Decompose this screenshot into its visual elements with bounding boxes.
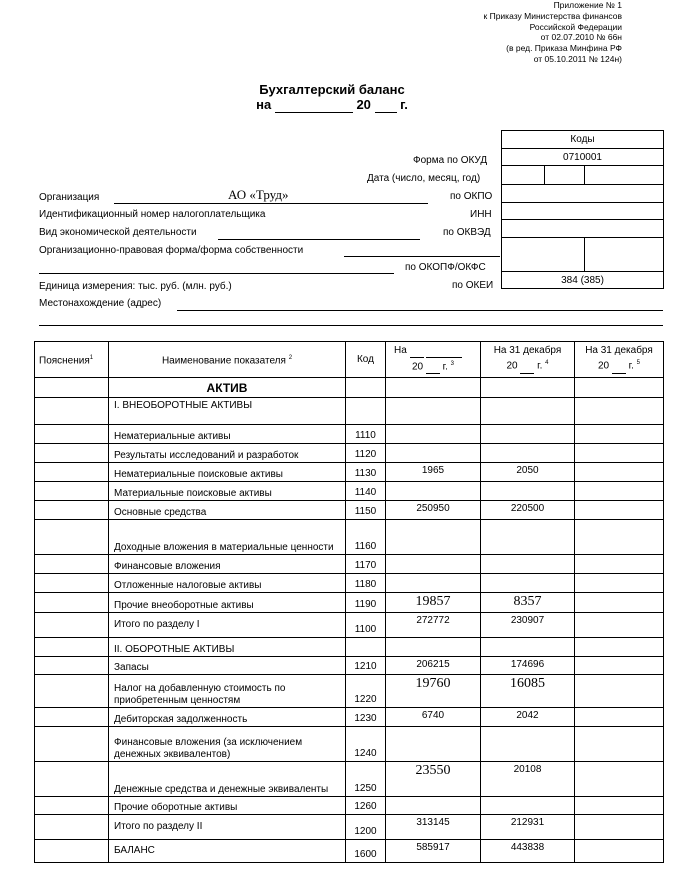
okei-code: 384 (385) <box>502 272 664 289</box>
value-cell-1[interactable]: 23550 <box>386 762 481 797</box>
table-row <box>35 675 664 708</box>
notes-cell[interactable] <box>35 444 109 463</box>
notes-cell[interactable] <box>35 520 109 555</box>
org-name-value: АО «Труд» <box>228 187 289 202</box>
table-row <box>35 482 664 501</box>
value-cell-3[interactable] <box>575 501 664 520</box>
okud-code: 0710001 <box>502 149 664 166</box>
row-code: 1190 <box>346 593 386 613</box>
value-cell-3[interactable] <box>575 840 664 863</box>
row-code: 1240 <box>346 727 386 762</box>
header-col1: На 20 г. $^3$ <box>386 342 481 378</box>
date-day-cell[interactable] <box>502 166 545 185</box>
date-month-cell[interactable] <box>545 166 585 185</box>
value-cell-2[interactable]: 443838 <box>481 840 575 863</box>
value-cell-2[interactable]: 16085 <box>481 675 575 708</box>
table-row <box>35 501 664 520</box>
table-row <box>35 520 664 555</box>
value-cell-1[interactable]: 585917 <box>386 840 481 863</box>
value-cell-1[interactable] <box>386 555 481 574</box>
row-name: Доходные вложения в материальные ценности <box>109 520 346 555</box>
appendix-note <box>382 0 622 65</box>
table-row <box>35 593 664 613</box>
table-row <box>35 425 664 444</box>
row-name: Прочие оборотные активы <box>109 797 346 815</box>
appendix-line: к Приказу Министерства финансов <box>483 10 622 21</box>
table-row <box>35 815 664 840</box>
table-row <box>35 708 664 727</box>
row-code: 1230 <box>346 708 386 727</box>
value-cell-1[interactable]: 250950 <box>386 501 481 520</box>
value-cell-3[interactable] <box>575 657 664 675</box>
row-code: 1210 <box>346 657 386 675</box>
codes-table <box>501 130 664 289</box>
title-g: г. <box>400 97 408 112</box>
codes-header: Коды <box>502 131 664 149</box>
inn-code-label: ИНН <box>470 209 492 220</box>
value-cell-2[interactable]: 8357 <box>481 593 575 613</box>
appendix-line: Российской Федерации <box>529 21 622 32</box>
header-col3: На 31 декабря 20 г. $^5$ <box>575 342 664 378</box>
okopf-label: по ОКОПФ/ОКФС <box>405 262 486 273</box>
appendix-line: от 02.07.2010 № 66н <box>540 32 622 43</box>
row-name: Отложенные налоговые активы <box>109 574 346 593</box>
section2-rows <box>35 657 664 863</box>
value-cell-3[interactable] <box>575 675 664 708</box>
value-cell-3[interactable] <box>575 555 664 574</box>
okved-code-cell[interactable] <box>502 220 664 238</box>
row-code: 1600 <box>346 840 386 863</box>
address-label: Местонахождение (адрес) <box>39 298 162 309</box>
header-notes: Пояснения$^1$ <box>35 342 109 378</box>
section1-rows <box>35 425 664 638</box>
notes-cell[interactable] <box>35 574 109 593</box>
row-code: 1220 <box>346 675 386 708</box>
value-cell-2[interactable]: 230907 <box>481 613 575 638</box>
value-cell-2[interactable]: 212931 <box>481 815 575 840</box>
value-cell-1[interactable] <box>386 520 481 555</box>
row-name: БАЛАНС <box>109 840 346 863</box>
table-header-row <box>35 342 664 378</box>
row-name: Прочие внеоборотные активы <box>109 593 346 613</box>
value-cell-3[interactable] <box>575 520 664 555</box>
address-underline <box>177 310 663 311</box>
activity-underline <box>218 239 420 240</box>
title-na: на <box>256 97 272 112</box>
table-row <box>35 555 664 574</box>
table-row <box>35 727 664 762</box>
aktiv-heading: АКТИВ <box>109 378 346 398</box>
value-cell-3[interactable] <box>575 762 664 797</box>
value-cell-2[interactable] <box>481 520 575 555</box>
value-cell-1[interactable]: 19760 <box>386 675 481 708</box>
row-code: 1140 <box>346 482 386 501</box>
header-code: Код <box>346 342 386 378</box>
header-col2: На 31 декабря 20 г. $^4$ <box>481 342 575 378</box>
value-cell-2[interactable] <box>481 555 575 574</box>
table-row <box>35 444 664 463</box>
okud-label: Форма по ОКУД <box>413 155 488 166</box>
balance-table <box>34 341 664 863</box>
notes-cell[interactable] <box>35 555 109 574</box>
value-cell-2[interactable] <box>481 727 575 762</box>
value-cell-2[interactable]: 2042 <box>481 708 575 727</box>
notes-cell[interactable] <box>35 675 109 708</box>
value-cell-3[interactable] <box>575 425 664 444</box>
notes-cell[interactable] <box>35 425 109 444</box>
okpo-code-cell[interactable] <box>502 185 664 203</box>
aktiv-row <box>35 378 664 398</box>
inn-label: Идентификационный номер налогоплательщика <box>39 209 266 220</box>
value-cell-3[interactable] <box>575 463 664 482</box>
row-name: Налог на добавленную стоимость по приобретенным ценностям <box>109 675 346 708</box>
row-name: Нематериальные поисковые активы <box>109 463 346 482</box>
notes-cell[interactable] <box>35 815 109 840</box>
row-name: Нематериальные активы <box>109 425 346 444</box>
row-name: Финансовые вложения (за исключением денежных эквивалентов) <box>109 727 346 762</box>
address-underline-2 <box>39 325 663 326</box>
appendix-line: (в ред. Приказа Минфина РФ <box>506 43 622 54</box>
table-row <box>35 797 664 815</box>
notes-cell[interactable] <box>35 708 109 727</box>
value-cell-2[interactable] <box>481 797 575 815</box>
row-name: Итого по разделу II <box>109 815 346 840</box>
legal-form-underline-2 <box>39 273 394 274</box>
notes-cell[interactable] <box>35 762 109 797</box>
okved-label: по ОКВЭД <box>443 227 491 238</box>
value-cell-1[interactable]: 1965 <box>386 463 481 482</box>
notes-cell[interactable] <box>35 727 109 762</box>
row-code: 1170 <box>346 555 386 574</box>
section2-row <box>35 638 664 657</box>
date-blank <box>275 97 353 113</box>
row-code: 1110 <box>346 425 386 444</box>
notes-cell[interactable] <box>35 593 109 613</box>
row-name: Основные средства <box>109 501 346 520</box>
row-name: Дебиторская задолженность <box>109 708 346 727</box>
value-cell-1[interactable] <box>386 727 481 762</box>
value-cell-1[interactable] <box>386 574 481 593</box>
row-code: 1200 <box>346 815 386 840</box>
legal-form-label: Организационно-правовая форма/форма собственности <box>39 245 304 256</box>
value-cell-3[interactable] <box>575 444 664 463</box>
row-name: Финансовые вложения <box>109 555 346 574</box>
value-cell-3[interactable] <box>575 593 664 613</box>
document-date-line <box>0 97 676 113</box>
value-cell-3[interactable] <box>575 797 664 815</box>
value-cell-1[interactable] <box>386 425 481 444</box>
value-cell-1[interactable]: 272772 <box>386 613 481 638</box>
value-cell-1[interactable] <box>386 444 481 463</box>
row-name: Денежные средства и денежные эквиваленты <box>109 762 346 797</box>
org-label: Организация <box>39 192 100 203</box>
table-row <box>35 840 664 863</box>
value-cell-1[interactable] <box>386 797 481 815</box>
row-code: 1150 <box>346 501 386 520</box>
value-cell-3[interactable] <box>575 482 664 501</box>
value-cell-3[interactable] <box>575 815 664 840</box>
value-cell-3[interactable] <box>575 727 664 762</box>
value-cell-2[interactable] <box>481 482 575 501</box>
value-cell-2[interactable]: 174696 <box>481 657 575 675</box>
okei-label: по ОКЕИ <box>452 280 494 291</box>
notes-cell[interactable] <box>35 613 109 638</box>
table-row <box>35 463 664 482</box>
notes-cell[interactable] <box>35 797 109 815</box>
header-name: Наименование показателя $^2$ <box>109 342 346 378</box>
notes-cell[interactable] <box>35 463 109 482</box>
value-cell-1[interactable]: 313145 <box>386 815 481 840</box>
row-name: Результаты исследований и разработок <box>109 444 346 463</box>
okpo-label: по ОКПО <box>450 191 493 202</box>
table-row <box>35 613 664 638</box>
notes-cell[interactable] <box>35 482 109 501</box>
row-code: 1120 <box>346 444 386 463</box>
value-cell-2[interactable]: 20108 <box>481 762 575 797</box>
unit-label: Единица измерения: тыс. руб. (млн. руб.) <box>39 281 232 292</box>
okopf-code-cell[interactable] <box>502 238 585 272</box>
appendix-line: Приложение № 1 <box>553 0 622 10</box>
notes-cell[interactable] <box>35 657 109 675</box>
value-cell-1[interactable]: 206215 <box>386 657 481 675</box>
value-cell-2[interactable] <box>481 444 575 463</box>
row-name: Материальные поисковые активы <box>109 482 346 501</box>
row-code: 1260 <box>346 797 386 815</box>
row-code: 1180 <box>346 574 386 593</box>
row-name: Итого по разделу I <box>109 613 346 638</box>
date-label: Дата (число, месяц, год) <box>367 173 481 184</box>
title-year-prefix: 20 <box>356 97 371 112</box>
inn-code-cell[interactable] <box>502 203 664 220</box>
row-code: 1160 <box>346 520 386 555</box>
value-cell-3[interactable] <box>575 613 664 638</box>
org-underline <box>114 203 428 204</box>
row-code: 1250 <box>346 762 386 797</box>
value-cell-3[interactable] <box>575 574 664 593</box>
notes-cell[interactable] <box>35 840 109 863</box>
row-name: Запасы <box>109 657 346 675</box>
row-code: 1100 <box>346 613 386 638</box>
value-cell-2[interactable]: 2050 <box>481 463 575 482</box>
table-row <box>35 762 664 797</box>
value-cell-2[interactable]: 220500 <box>481 501 575 520</box>
value-cell-2[interactable] <box>481 425 575 444</box>
notes-cell[interactable] <box>35 501 109 520</box>
value-cell-1[interactable]: 19857 <box>386 593 481 613</box>
value-cell-2[interactable] <box>481 574 575 593</box>
value-cell-3[interactable] <box>575 708 664 727</box>
legal-form-underline <box>344 256 500 257</box>
value-cell-1[interactable] <box>386 482 481 501</box>
table-row <box>35 657 664 675</box>
section1-heading: I. ВНЕОБОРОТНЫЕ АКТИВЫ <box>109 398 346 425</box>
activity-label: Вид экономической деятельности <box>39 227 197 238</box>
value-cell-1[interactable]: 6740 <box>386 708 481 727</box>
year-blank <box>375 97 397 113</box>
okfs-code-cell[interactable] <box>585 238 664 272</box>
section2-heading: II. ОБОРОТНЫЕ АКТИВЫ <box>109 638 346 657</box>
row-code: 1130 <box>346 463 386 482</box>
appendix-line: от 05.10.2011 № 124н) <box>533 53 622 64</box>
date-year-cell[interactable] <box>585 166 664 185</box>
table-row <box>35 574 664 593</box>
document-title: Бухгалтерский баланс <box>259 82 405 97</box>
section1-row <box>35 398 664 425</box>
